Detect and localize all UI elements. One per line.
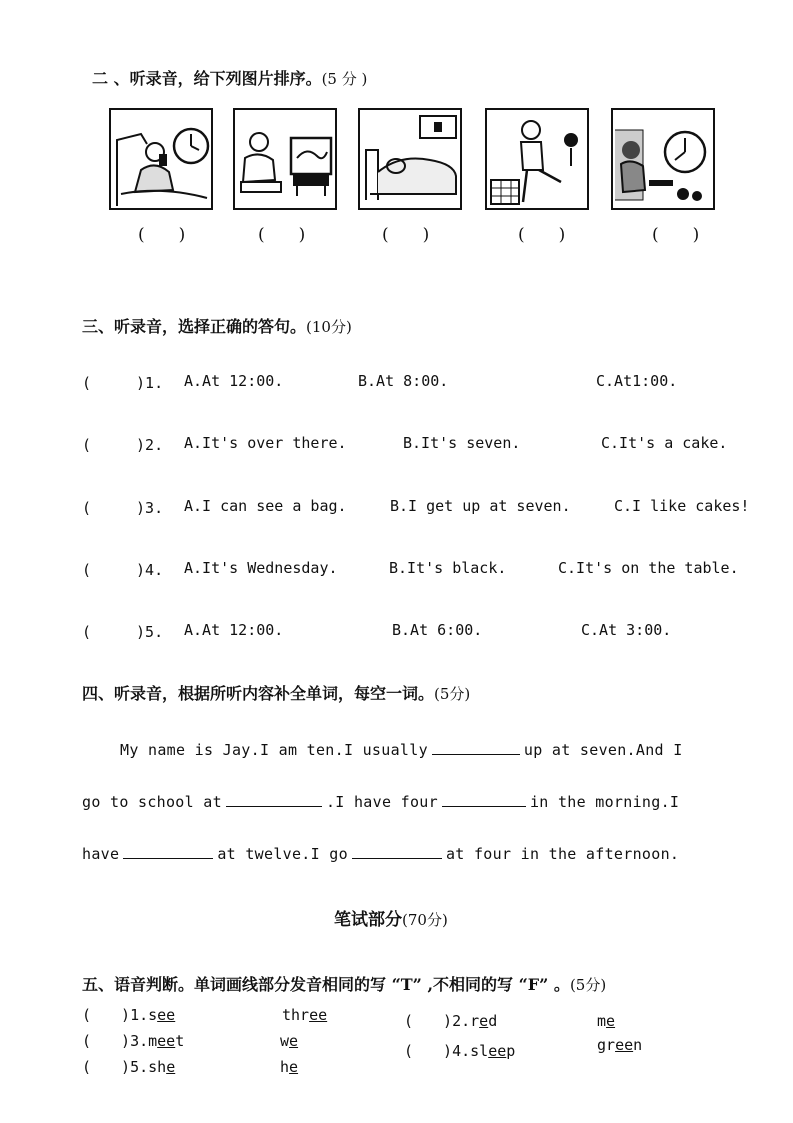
phonics-word2-4: green bbox=[597, 1036, 643, 1054]
question-5-option-b: B.At 6:00. bbox=[392, 621, 483, 639]
section4-heading: 四、听录音，根据所听内容补全单词，每空一词。(5分) bbox=[82, 684, 471, 703]
section2-heading: 二 、听录音，给下列图片排序。(5 分 ) bbox=[92, 69, 368, 88]
question-2-option-c: C.It's a cake. bbox=[601, 434, 728, 452]
question-3-option-c: C.I like cakes! bbox=[614, 497, 750, 515]
question-1-option-a: A.At 12:00. bbox=[184, 372, 284, 390]
reading-clock-icon bbox=[613, 110, 715, 208]
phonics-paren-2[interactable]: ( ) bbox=[404, 1012, 453, 1030]
picture-2 bbox=[233, 108, 337, 210]
question-5-option-a: A.At 12:00. bbox=[184, 621, 284, 639]
blank-4[interactable] bbox=[123, 844, 213, 859]
question-1-option-c: C.At1:00. bbox=[596, 372, 678, 390]
question-3-option-b: B.I get up at seven. bbox=[390, 497, 571, 515]
passage-line-1: My name is Jay.I am ten.I usually up at seven.And I bbox=[120, 741, 683, 759]
question-2-number: ( )2. bbox=[82, 436, 164, 454]
phonics-item-4: ( )4.sleep bbox=[404, 1042, 516, 1060]
picture-4 bbox=[485, 108, 589, 210]
blank-1[interactable] bbox=[432, 740, 520, 755]
question-5-option-c: C.At 3:00. bbox=[581, 621, 672, 639]
answer-paren-3[interactable]: ( ) bbox=[382, 225, 430, 245]
question-1-option-b: B.At 8:00. bbox=[358, 372, 449, 390]
phonics-paren-1[interactable]: ( ) bbox=[82, 1006, 131, 1024]
answer-paren-2[interactable]: ( ) bbox=[258, 225, 306, 245]
written-part-title: 笔试部分(70分) bbox=[334, 910, 448, 930]
phonics-item-2: ( )2.red bbox=[404, 1012, 498, 1030]
phonics-item-5: ( )5.she bbox=[82, 1058, 176, 1076]
phonics-paren-4[interactable]: ( ) bbox=[404, 1042, 453, 1060]
watching-tv-icon bbox=[235, 110, 335, 208]
phonics-word2-2: me bbox=[597, 1012, 616, 1030]
question-4-option-a: A.It's Wednesday. bbox=[184, 559, 338, 577]
question-5-number: ( )5. bbox=[82, 623, 164, 641]
question-3-number: ( )3. bbox=[82, 499, 164, 517]
phonics-word2-3: we bbox=[280, 1032, 299, 1050]
phonics-word2-1: three bbox=[282, 1006, 328, 1024]
section3-heading: 三、听录音，选择正确的答句。(10分) bbox=[82, 317, 352, 336]
question-1-number: ( )1. bbox=[82, 374, 164, 392]
blank-3[interactable] bbox=[442, 792, 526, 807]
answer-paren-5[interactable]: ( ) bbox=[652, 225, 700, 245]
phonics-paren-3[interactable]: ( ) bbox=[82, 1032, 131, 1050]
passage-line-3: have at twelve.I go at four in the afternoon. bbox=[82, 845, 680, 863]
question-2-option-b: B.It's seven. bbox=[403, 434, 521, 452]
section5-heading: 五、语音判断。单词画线部分发音相同的写 “T” ,不相同的写 “F” 。(5分) bbox=[82, 975, 607, 994]
blank-5[interactable] bbox=[352, 844, 442, 859]
phonics-item-1: ( )1.see bbox=[82, 1006, 176, 1024]
question-4-option-b: B.It's black. bbox=[389, 559, 507, 577]
phonics-paren-5[interactable]: ( ) bbox=[82, 1058, 131, 1076]
blank-2[interactable] bbox=[226, 792, 322, 807]
answer-paren-1[interactable]: ( ) bbox=[138, 225, 186, 245]
playing-football-icon bbox=[487, 110, 587, 208]
picture-1 bbox=[109, 108, 213, 210]
passage-line-2: go to school at .I have four in the morning.I bbox=[82, 793, 680, 811]
question-4-number: ( )4. bbox=[82, 561, 164, 579]
question-3-option-a: A.I can see a bag. bbox=[184, 497, 347, 515]
question-4-option-c: C.It's on the table. bbox=[558, 559, 739, 577]
sleeping-bed-icon bbox=[360, 110, 460, 208]
answer-paren-4[interactable]: ( ) bbox=[518, 225, 566, 245]
picture-5 bbox=[611, 108, 715, 210]
question-2-option-a: A.It's over there. bbox=[184, 434, 347, 452]
phonics-word2-5: he bbox=[280, 1058, 299, 1076]
phonics-item-3: ( )3.meet bbox=[82, 1032, 185, 1050]
phone-call-clock-icon bbox=[111, 110, 211, 208]
picture-3 bbox=[358, 108, 462, 210]
